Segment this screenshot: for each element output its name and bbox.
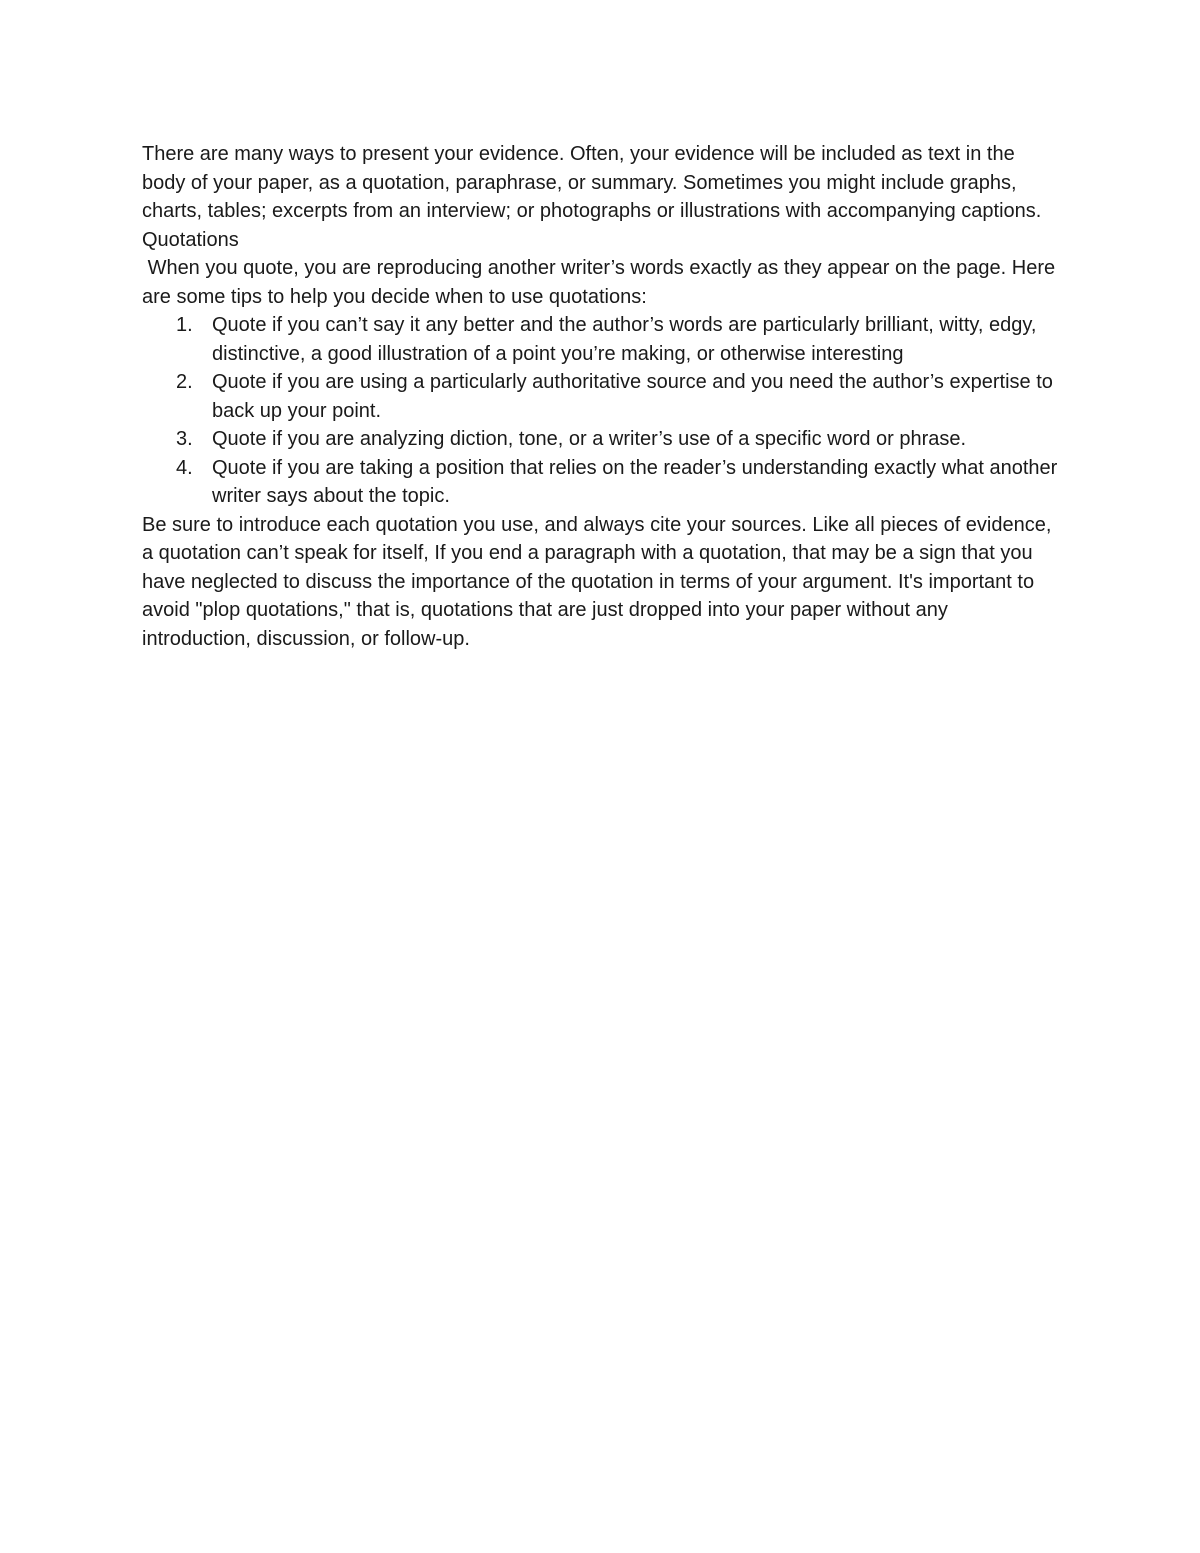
document-body [142, 140, 1062, 653]
list-item-number: 1. [176, 314, 193, 336]
section-heading: Quotations [142, 228, 239, 251]
tips-list [142, 311, 1062, 511]
list-item [142, 454, 1062, 511]
list-item-text: Quote if you are using a particularly authoritative source and you need the author’s expertise to back up your point. [212, 371, 1053, 422]
list-item-number: 3. [176, 428, 193, 450]
list-item [142, 368, 1062, 425]
list-item-number: 4. [176, 456, 193, 479]
list-item-text: Quote if you can’t say it any better and the author’s words are particularly brilliant, witty, edgy, distinctive, a good illustration of a point you’re making, or otherwise interesting [212, 314, 1037, 365]
closing-paragraph: Be sure to introduce each quotation you use, and always cite your sources. Like all pieces of evidence, a quotation can’t speak for itself, If you end a paragraph with a quotation, that may be a sign that you have neglected to discuss the importance of the quotation in terms of your argument. It's important to avoid "plop quotations," that is, quotations that are just dropped into your paper without any introduction, discussion, or follow-up. [142, 513, 1057, 650]
intro-paragraph: There are many ways to present your evidence. Often, your evidence will be included as text in the body of your paper, as a quotation, paraphrase, or summary. Sometimes you might include graphs, charts, tables; excerpts from an interview; or photographs or illustrations with accompanying captions. [142, 143, 1042, 222]
list-item [142, 311, 1062, 368]
lead-paragraph: When you quote, you are reproducing another writer’s words exactly as they appear on the page. Here are some tips to help you decide when to use quotations: [142, 257, 1061, 308]
list-item-number: 2. [176, 371, 193, 393]
list-item-text: Quote if you are analyzing diction, tone, or a writer’s use of a specific word or phrase. [212, 428, 967, 450]
list-item [142, 425, 1062, 454]
list-item-text: Quote if you are taking a position that relies on the reader’s understanding exactly what another writer says about the topic. [212, 456, 1058, 507]
